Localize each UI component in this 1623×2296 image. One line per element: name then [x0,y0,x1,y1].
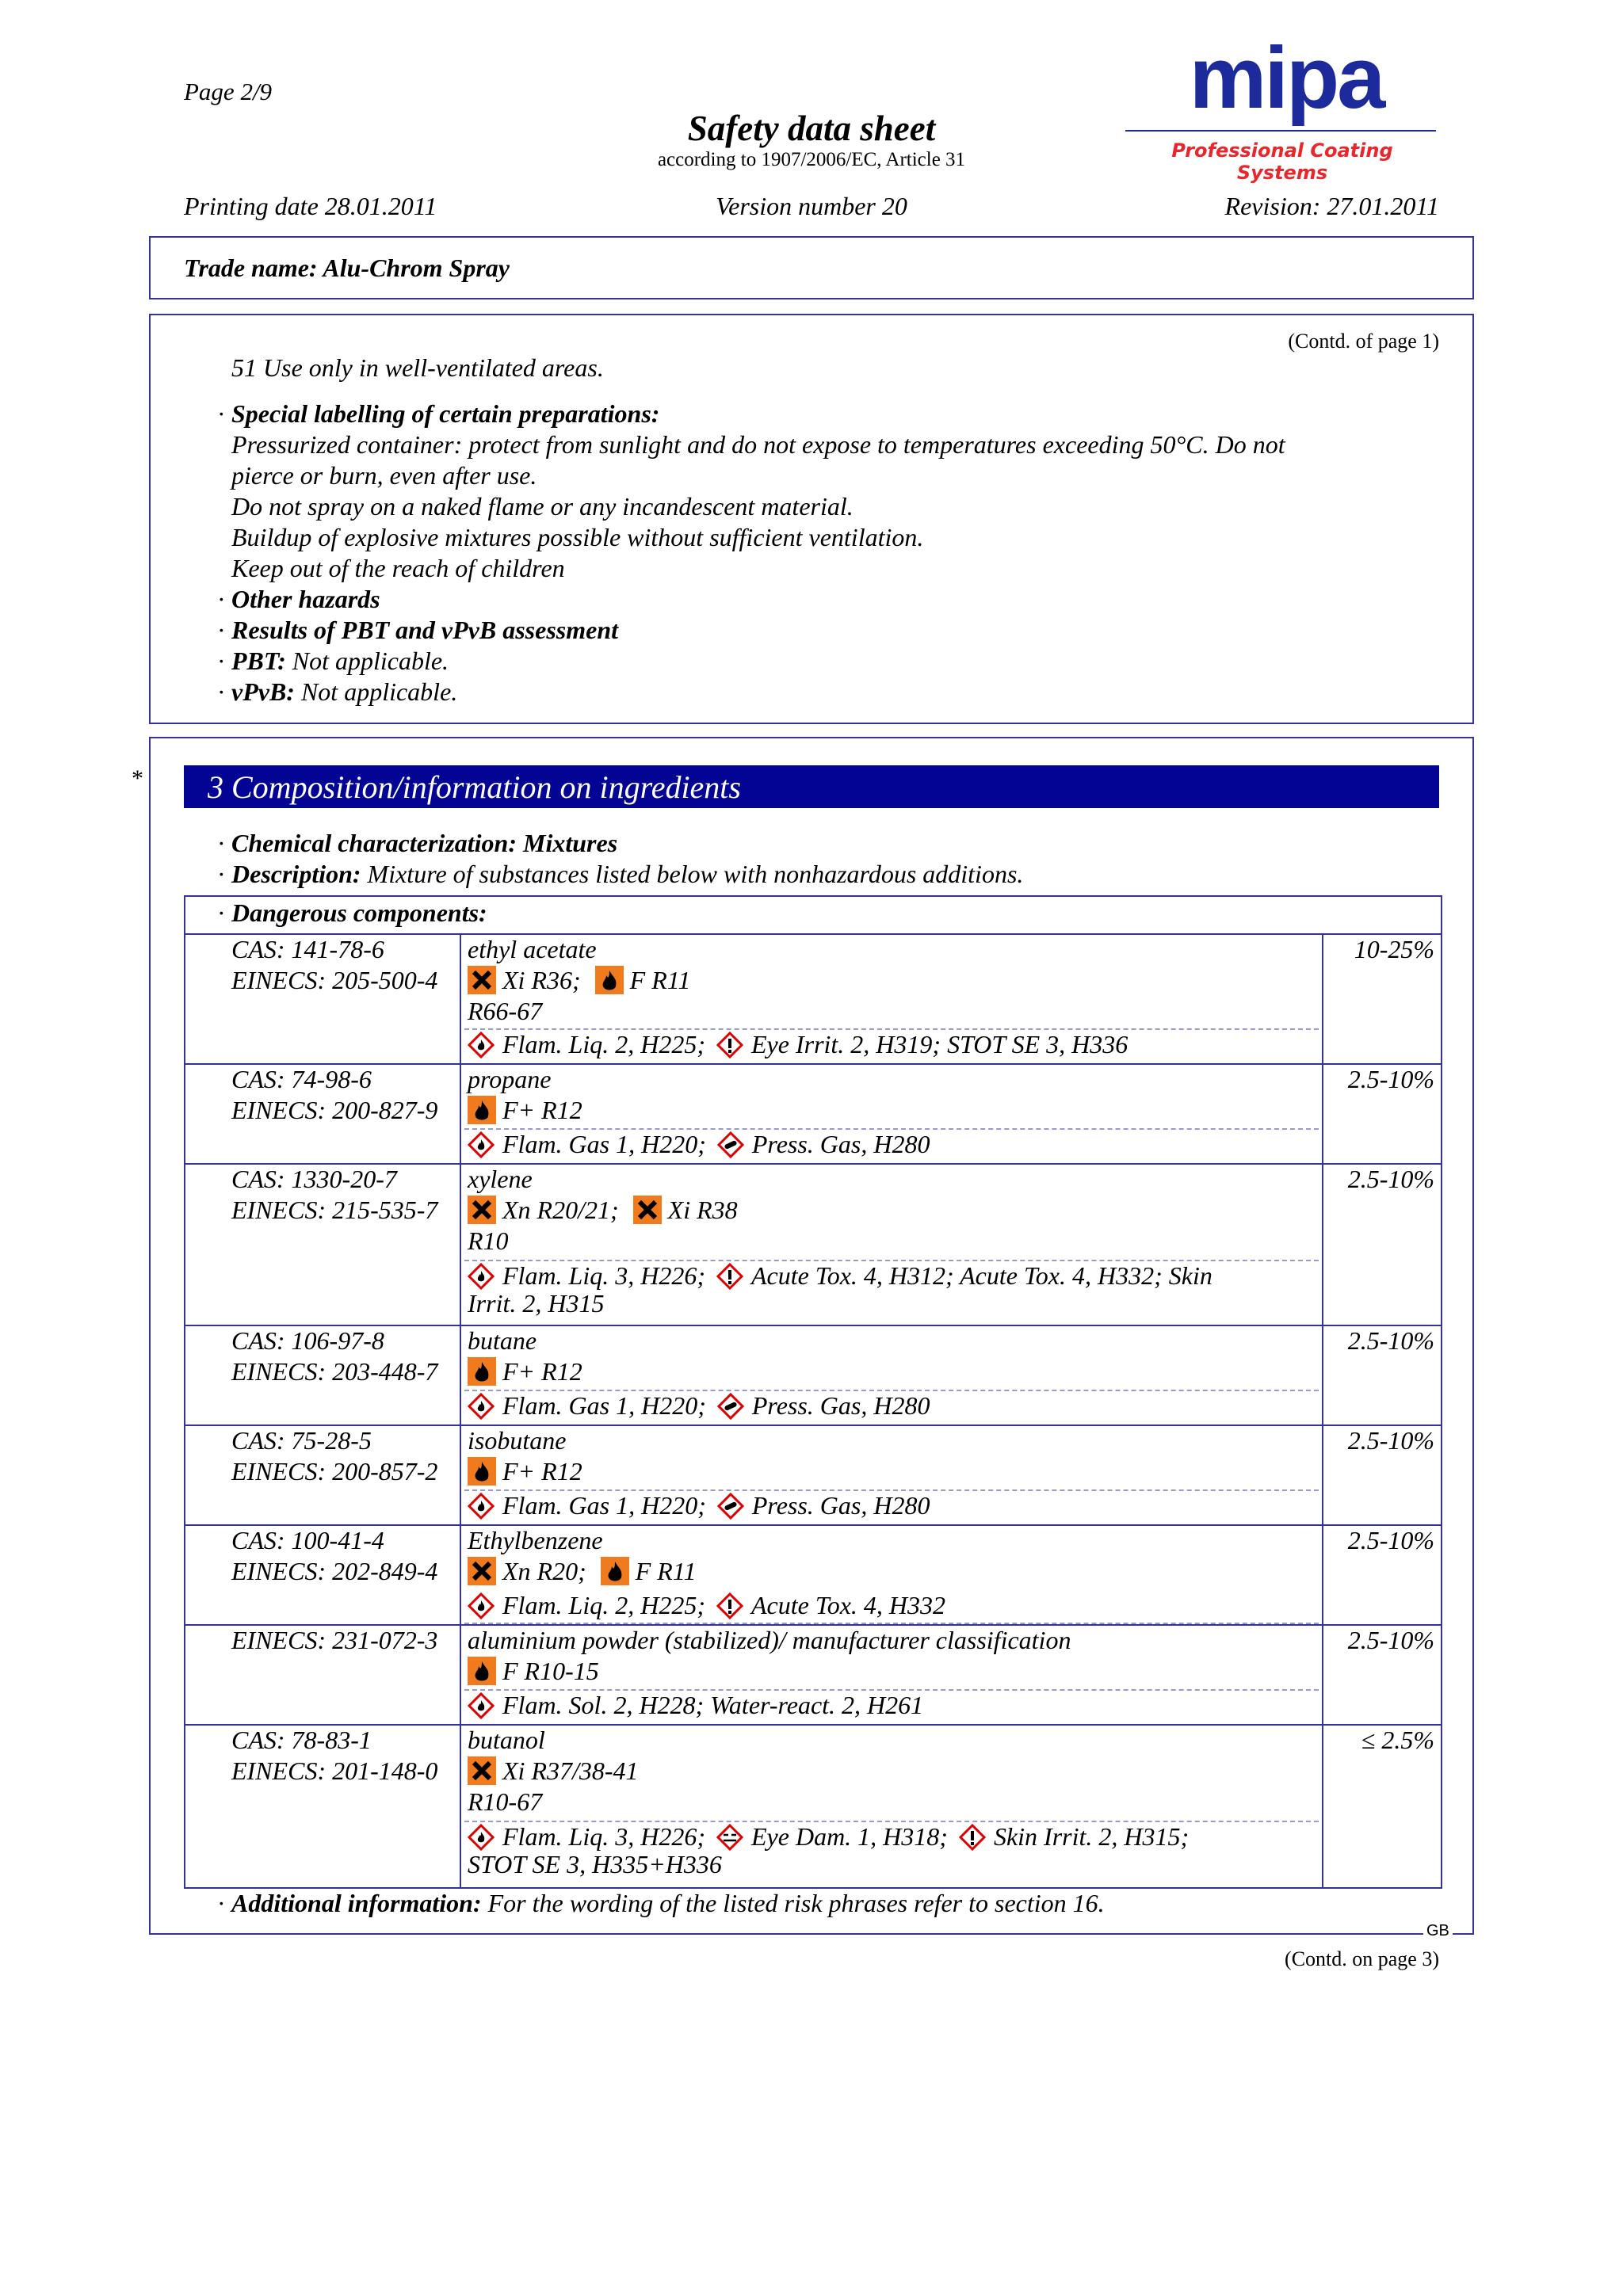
description-line [231,860,1023,889]
flame-icon [468,1357,496,1386]
section-3-title: 3 Composition/information on ingredients [208,769,741,805]
continued-on-page: (Contd. on page 3) [1285,1947,1439,1970]
component-percentage: 2.5-10% [1347,1065,1434,1093]
harmful-x-icon [468,1756,496,1785]
other-hazards-heading: Other hazards [231,585,380,613]
page-number: Page 2/9 [184,78,273,105]
flame-icon [468,1096,496,1124]
component-name: propane [468,1065,552,1093]
flame-icon [595,966,624,994]
description-value: Mixture of substances listed below with nonhazardous additions. [367,860,1024,888]
pbt-results-heading: Results of PBT and vPvB assessment [231,616,619,644]
additional-info-label: Additional information: [231,1889,482,1917]
component-clp: Flam. Gas 1, H220; Press. Gas, H280 [468,1491,930,1520]
component-einecs: EINECS: 201-148-0 [231,1756,438,1785]
ghs-flame-icon [468,1032,495,1058]
pbt-value: Not applicable. [292,646,449,675]
component-cas: CAS: 106-97-8 [231,1326,384,1355]
company-logo: mipa [1189,29,1384,127]
component-percentage: 2.5-10% [1347,1426,1434,1455]
component-cas: CAS: 1330-20-7 [231,1165,397,1193]
ghs-flame-icon [468,1393,495,1420]
ghs-corrosion-icon [716,1824,743,1851]
component-name: xylene [468,1165,533,1193]
component-einecs: EINECS: 231-072-3 [231,1626,438,1654]
ghs-gas-cylinder-icon [717,1493,744,1520]
document-subtitle: according to 1907/2006/EC, Article 31 [657,149,966,170]
component-dsd: Xi R37/38-41 [468,1756,639,1786]
special-labelling-text-5: Keep out of the reach of children [231,554,565,582]
component-cas: CAS: 141-78-6 [231,935,384,963]
pbt-label: PBT: [231,646,286,675]
chemical-characterization: Chemical characterization: Mixtures [231,829,618,857]
component-dsd-extra: R66-67 [468,997,543,1025]
component-dsd: Xi R36; F R11 [468,966,690,995]
component-einecs: EINECS: 203-448-7 [231,1357,438,1386]
revision-marker: * [132,765,143,791]
component-einecs: EINECS: 215-535-7 [231,1196,438,1224]
ghs-flame-icon [468,1131,495,1158]
special-labelling-heading: Special labelling of certain preparations: [231,399,660,428]
ghs-flame-icon [468,1592,495,1619]
component-percentage: 2.5-10% [1347,1326,1434,1355]
logo-divider [1125,130,1436,132]
ghs-exclamation-icon [959,1824,986,1851]
revision-date: Revision: 27.01.2011 [1224,192,1439,220]
component-percentage: 10-25% [1354,935,1434,963]
trade-name: Trade name: Alu-Chrom Spray [184,254,510,282]
component-clp-cont: STOT SE 3, H335+H336 [468,1850,722,1878]
ghs-exclamation-icon [716,1592,743,1619]
additional-information [231,1889,1105,1918]
pbt-line [231,646,449,676]
component-percentage: 2.5-10% [1347,1165,1434,1193]
ghs-gas-cylinder-icon [717,1393,744,1420]
component-clp: Flam. Gas 1, H220; Press. Gas, H280 [468,1391,930,1421]
component-percentage: ≤ 2.5% [1361,1726,1434,1754]
component-dsd: F+ R12 [468,1457,582,1486]
flame-icon [468,1457,496,1486]
component-clp: Flam. Liq. 3, H226; Acute Tox. 4, H312; Acute Tox. 4, H332; Skin [468,1261,1212,1291]
flame-icon [601,1557,629,1585]
component-dsd: Xn R20/21; Xi R38 [468,1196,738,1225]
component-cas: CAS: 78-83-1 [231,1726,372,1754]
component-einecs: EINECS: 202-849-4 [231,1557,438,1585]
ghs-flame-icon [468,1263,495,1290]
ghs-flame-icon [468,1824,495,1851]
component-name: aluminium powder (stabilized)/ manufacturer classification [468,1626,1071,1654]
version-number: Version number 20 [716,192,907,220]
component-percentage: 2.5-10% [1347,1626,1434,1654]
document-title: Safety data sheet [687,109,936,148]
dangerous-components-heading: Dangerous components: [231,898,487,927]
country-code: GB [1423,1922,1453,1940]
special-labelling-text-4: Buildup of explosive mixtures possible without sufficient ventilation. [231,523,924,551]
precaution-51: 51 Use only in well-ventilated areas. [231,353,604,382]
component-einecs: EINECS: 205-500-4 [231,966,438,994]
ghs-exclamation-icon [716,1032,743,1058]
logo-tagline: Professional Coating Systems [1171,139,1393,184]
component-percentage: 2.5-10% [1347,1526,1434,1554]
component-clp: Flam. Liq. 2, H225; Eye Irrit. 2, H319; STOT SE 3, H336 [468,1030,1128,1059]
special-labelling-text-1: Pressurized container: protect from sunlight and do not expose to temperatures exceeding 50°C. Do not [231,430,1285,459]
flame-icon [468,1657,496,1685]
component-name: Ethylbenzene [468,1526,603,1554]
description-label: Description: [231,860,361,888]
vpvb-label: vPvB: [231,677,295,706]
harmful-x-icon [633,1196,662,1224]
harmful-x-icon [468,966,496,994]
component-einecs: EINECS: 200-857-2 [231,1457,438,1486]
ghs-flame-icon [468,1493,495,1520]
additional-info-value: For the wording of the listed risk phrases refer to section 16. [487,1889,1105,1917]
component-clp: Flam. Liq. 2, H225; Acute Tox. 4, H332 [468,1591,945,1620]
component-dsd-extra: R10-67 [468,1787,543,1816]
ghs-gas-cylinder-icon [717,1131,744,1158]
printing-date: Printing date 28.01.2011 [184,192,437,220]
ghs-flame-icon [468,1692,495,1719]
component-einecs: EINECS: 200-827-9 [231,1096,438,1124]
special-labelling-text-3: Do not spray on a naked flame or any incandescent material. [231,492,854,521]
component-dsd: F+ R12 [468,1096,582,1125]
component-clp: Flam. Sol. 2, H228; Water-react. 2, H261 [468,1691,923,1720]
component-name: ethyl acetate [468,935,597,963]
component-cas: CAS: 75-28-5 [231,1426,372,1455]
component-name: isobutane [468,1426,567,1455]
vpvb-line [231,677,457,707]
component-dsd-extra: R10 [468,1226,509,1255]
harmful-x-icon [468,1557,496,1585]
component-clp-cont: Irrit. 2, H315 [468,1289,605,1318]
component-name: butanol [468,1726,545,1754]
component-name: butane [468,1326,537,1355]
continued-from-page: (Contd. of page 1) [1288,330,1439,353]
vpvb-value: Not applicable. [300,677,458,706]
component-dsd: F+ R12 [468,1357,582,1386]
component-clp: Flam. Gas 1, H220; Press. Gas, H280 [468,1130,930,1159]
component-dsd: F R10-15 [468,1657,599,1686]
ghs-exclamation-icon [716,1263,743,1290]
component-cas: CAS: 100-41-4 [231,1526,384,1554]
component-cas: CAS: 74-98-6 [231,1065,372,1093]
special-labelling-text-2: pierce or burn, even after use. [231,461,537,490]
component-clp: Flam. Liq. 3, H226; Eye Dam. 1, H318; Skin Irrit. 2, H315; [468,1822,1189,1852]
harmful-x-icon [468,1196,496,1224]
component-dsd: Xn R20; F R11 [468,1557,696,1586]
